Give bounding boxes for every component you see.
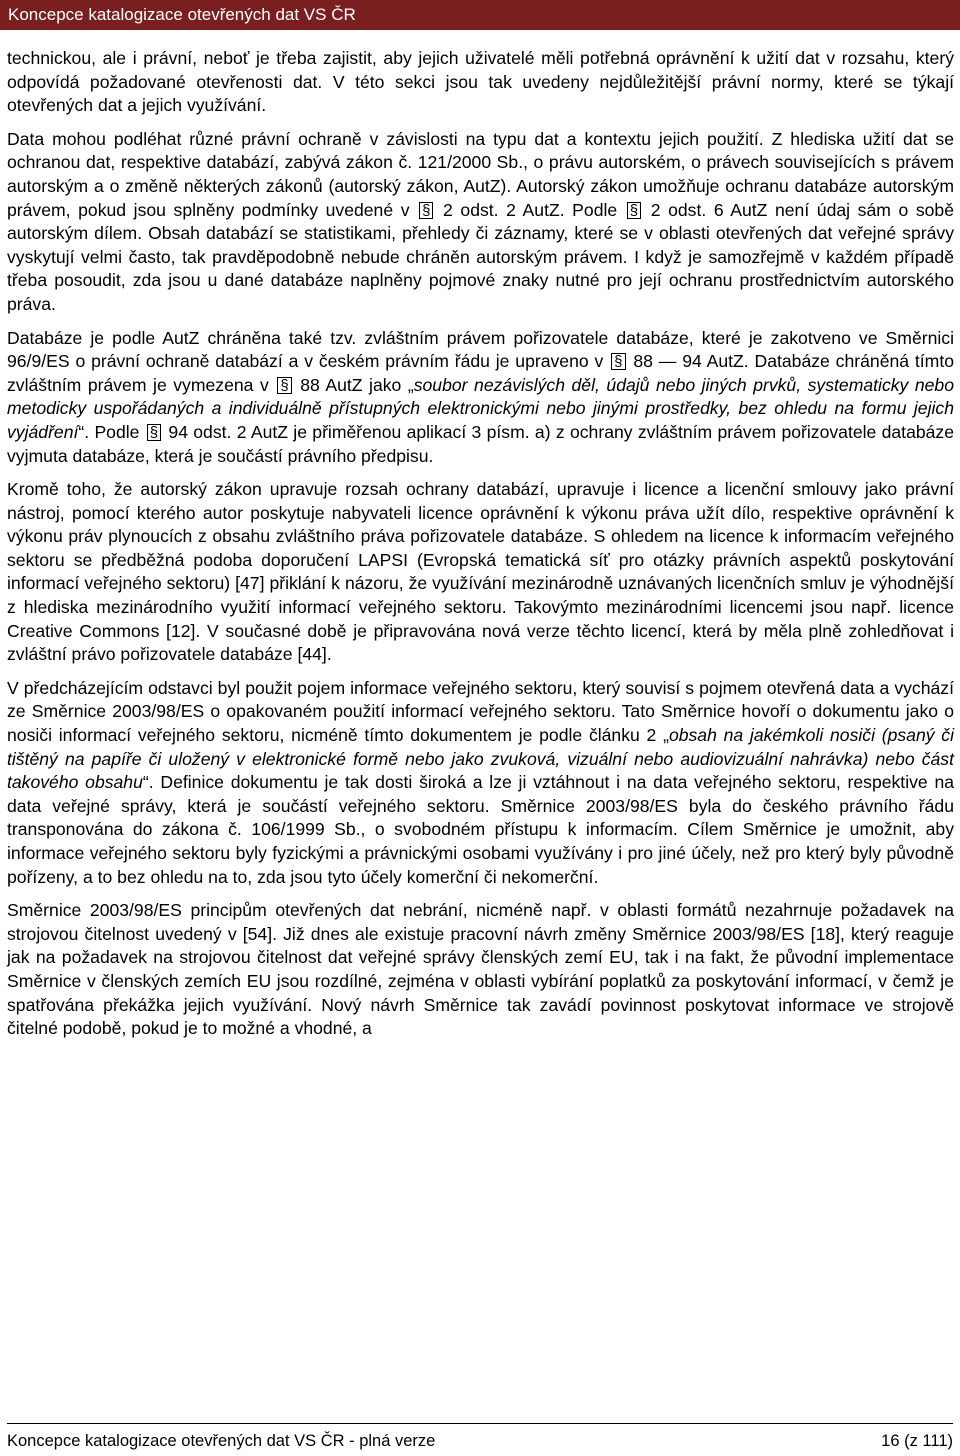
footer-divider <box>7 1423 953 1424</box>
paragraph-2: Data mohou podléhat různé právní ochraně v závislosti na typu dat a kontextu jejich použití. Z hlediska užití dat se ochranou dat, respektive databází, zabývá zákon č. 121/2000 Sb., o právu autorském, o právech souvisejících s právem autorským a o změně některých zákonů (autorský zákon, AutZ). Autorský zákon umožňuje ochranu databáze autorským právem, pokud jsou splněny podmínky uvedené v § 2 odst. 2 AutZ. Podle § 2 odst. 6 AutZ není údaj sám o sobě autorským dílem. Obsah databází se statistikami, přehledy či záznamy, které se v oblasti otevřených dat veřejné správy vyskytují velmi často, tak pravděpodobně nebude chráněn autorským právem. I když je samozřejmě v každém případě třeba posoudit, zda jsou u dané databáze naplněny pojmové znaky nutné pro její ochranu prostřednictvím autorského práva. <box>7 128 954 314</box>
footer-title: Koncepce katalogizace otevřených dat VS ČR - plná verze <box>7 1432 436 1450</box>
running-footer <box>7 1430 953 1452</box>
section-sign: § <box>627 202 641 219</box>
italic-quote: obsah na jakémkoli nosiči (psaný či tištěný na papíře či uložený v elektronické formě nebo jako zvuková, vizuální nebo audiovizuální nahrávka) nebo část takového obsahu <box>7 725 954 793</box>
paragraph-1: technickou, ale i právní, neboť je třeba zajistit, aby jejich uživatelé měli potřebná oprávnění k užití dat v rozsahu, který odpovídá požadované otevřenosti dat. V této sekci jsou tak uvedeny nejdůležitější právní normy, které se týkají otevřených dat a jejich využívání. <box>7 48 954 116</box>
page-number: 16 (z 111) <box>881 1432 953 1450</box>
running-header <box>0 0 960 30</box>
section-sign: § <box>419 202 433 219</box>
section-sign: § <box>147 424 161 441</box>
section-sign: § <box>277 377 291 394</box>
section-sign: § <box>611 353 625 370</box>
paragraph-4: Kromě toho, že autorský zákon upravuje rozsah ochrany databází, upravuje i licence a licenční smlouvy jako právní nástroj, pomocí kterého autor poskytuje nabyvateli licence oprávnění k výkonu práva užít dílo, respektive oprávnění k výkonu práv plynoucích z obsahu zvláštního práva pořizovatele databáze. S ohledem na licence k informacím veřejného sektoru se předběžná podoba doporučení LAPSI (Evropská tematická síť pro otázky právních aspektů poskytování informací veřejného sektoru) [47] přiklání k názoru, že využívání mezinárodně uznávaných licenčních smluv je výhodnější z hlediska mezinárodního využití informací veřejného sektoru. Takovýmto mezinárodními licencemi jsou např. licence Creative Commons [12]. V současné době je připravována nová verze těchto licencí, která by měla plně zohledňovat i zvláštní právo pořizovatele databáze [44]. <box>7 479 954 665</box>
header-title: Koncepce katalogizace otevřených dat VS ČR <box>8 5 356 24</box>
paragraph-5: V předcházejícím odstavci byl použit pojem informace veřejného sektoru, který souvisí s pojmem otevřená data a vychází ze Směrnice 2003/98/ES o opakovaném použití informací veřejného sektoru. Tato Směrnice hovoří o dokumentu jako o nosiči informací veřejného sektoru, nicméně tímto dokumentem je podle článku 2 „obsah na jakémkoli nosiči (psaný či tištěný na papíře či uložený v elektronické formě nebo jako zvuková, vizuální nebo audiovizuální nahrávka) nebo část takového obsahu“. Definice dokumentu je tak dosti široká a lze ji vztáhnout i na data veřejného sektoru, respektive na data veřejné správy, která je součástí veřejného sektoru. Směrnice 2003/98/ES byla do českého právního řádu transponována do zákona č. 106/1999 Sb., o svobodném přístupu k informacím. Cílem Směrnice je umožnit, aby informace veřejného sektoru byly fyzickými a právnickými osobami využívány i pro jiné účely, než pro který byly původně pořízeny, a to bez ohledu na to, zda jsou tyto účely komerční či nekomerční. <box>7 677 955 887</box>
paragraph-6: Směrnice 2003/98/ES principům otevřených dat nebrání, nicméně např. v oblasti formátů nezahrnuje požadavek na strojovou čitelnost uvedený v [54]. Již dnes ale existuje pracovní návrh změny Směrnice 2003/98/ES [18], který reaguje jak na požadavek na strojovou čitelnost dat veřejné správy členských zemí EU, tak i na fakt, že původní implementace Směrnice v členských zemích EU jsou rozdílné, zejména v oblasti vybírání poplatků za poskytování informací, v čemž je spatřována překážka jejich využívání. Nový návrh Směrnice tak zavádí povinnost poskytovat informace ve strojově čitelné podobě, pokud je to možné a vhodné, a <box>7 900 954 1039</box>
document-body <box>7 47 954 1051</box>
italic-quote: soubor nezávislých děl, údajů nebo jiných prvků, systematicky nebo metodicky uspořádaných a individuálně přístupných elektronickými nebo jinými prostředky, bez ohledu na formu jejich vyjádření <box>7 374 955 442</box>
paragraph-3: Databáze je podle AutZ chráněna také tzv. zvláštním právem pořizovatele databáze, které je zakotveno ve Směrnici 96/9/ES o právní ochraně databází a v českém právním řádu je upraveno v § 88 — 94 AutZ. Databáze chráněná tímto zvláštním právem je vymezena v § 88 AutZ jako „soubor nezávislých děl, údajů nebo jiných prvků, systematicky nebo metodicky uspořádaných a individuálně přístupných elektronickými nebo jinými prostředky, bez ohledu na formu jejich vyjádření“. Podle § 94 odst. 2 AutZ je přiměřenou aplikací 3 písm. a) z ochrany zvláštním právem pořizovatele databáze vyjmuta databáze, která je součástí právního předpisu. <box>7 327 955 466</box>
